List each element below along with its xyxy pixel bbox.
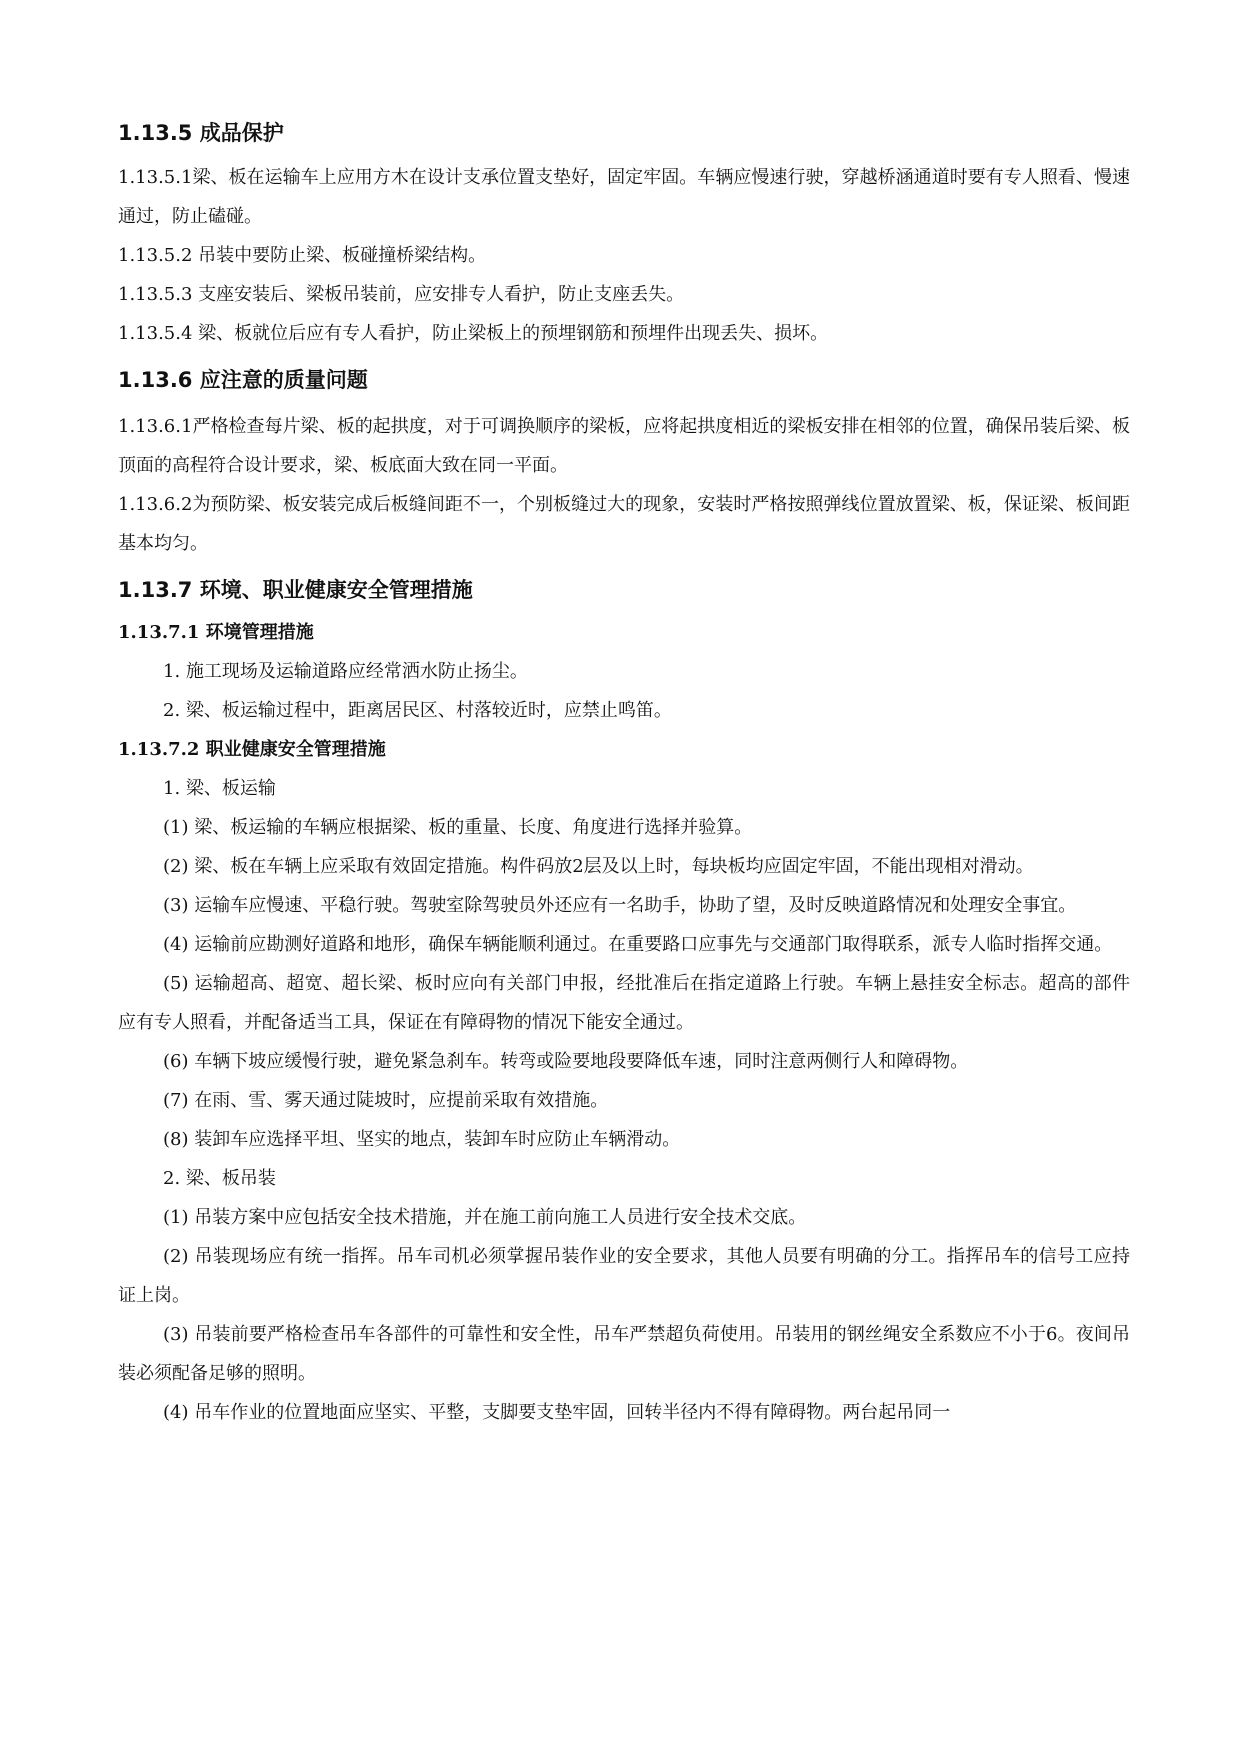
transport-item-5: (5) 运输超高、超宽、超长梁、板时应向有关部门申报，经批准后在指定道路上行驶。车辆上悬挂安全标志。超高的部件应有专人照看，并配备适当工具，保证在有障碍物的情况下能安全通过。 (118, 973, 1130, 1033)
transport-item-3: (3) 运输车应慢速、平稳行驶。驾驶室除驾驶员外还应有一名助手，协助了望，及时反映道路情况和处理安全事宜。 (163, 895, 1077, 916)
section-heading-1-13-5: 1.13.5 成品保护 (118, 121, 284, 145)
transport-item-7: (7) 在雨、雪、雾天通过陡坡时，应提前采取有效措施。 (163, 1090, 609, 1111)
paragraph-1-13-6-1: 1.13.6.1严格检查每片梁、板的起拱度，对于可调换顺序的梁板，应将起拱度相近的梁板安排在相邻的位置，确保吊装后梁、板顶面的高程符合设计要求，梁、板底面大致在同一平面。 (118, 416, 1130, 476)
document-page (118, 118, 1130, 1432)
paragraph-1-13-5-2: 1.13.5.2 吊装中要防止梁、板碰撞桥梁结构。 (118, 245, 487, 266)
section-heading-1-13-7: 1.13.7 环境、职业健康安全管理措施 (118, 578, 473, 602)
transport-item-2: (2) 梁、板在车辆上应采取有效固定措施。构件码放2层及以上时，每块板均应固定牢固，不能出现相对滑动。 (163, 856, 1034, 877)
transport-item-6: (6) 车辆下坡应缓慢行驶，避免紧急刹车。转弯或险要地段要降低车速，同时注意两侧行人和障碍物。 (163, 1051, 969, 1072)
paragraph-1-13-5-3: 1.13.5.3 支座安装后、梁板吊装前，应安排专人看护，防止支座丢失。 (118, 284, 685, 305)
paragraph-1-13-5-4: 1.13.5.4 梁、板就位后应有专人看护，防止梁板上的预埋钢筋和预埋件出现丢失、损坏。 (118, 323, 829, 344)
paragraph-1-13-6-2: 1.13.6.2为预防梁、板安装完成后板缝间距不一，个别板缝过大的现象，安装时严格按照弹线位置放置梁、板，保证梁、板间距基本均匀。 (118, 494, 1130, 554)
transport-item-4: (4) 运输前应勘测好道路和地形，确保车辆能顺利通过。在重要路口应事先与交通部门取得联系，派专人临时指挥交通。 (163, 934, 1113, 955)
env-item-2: 2. 梁、板运输过程中，距离居民区、村落较近时，应禁止鸣笛。 (163, 700, 672, 721)
lifting-item-3: (3) 吊装前要严格检查吊车各部件的可靠性和安全性，吊车严禁超负荷使用。吊装用的钢丝绳安全系数应不小于6。夜间吊装必须配备足够的照明。 (118, 1324, 1130, 1384)
transport-item-8: (8) 装卸车应选择平坦、坚实的地点，装卸车时应防止车辆滑动。 (163, 1129, 681, 1150)
subheading-1-13-7-1: 1.13.7.1 环境管理措施 (118, 622, 314, 643)
env-item-1: 1. 施工现场及运输道路应经常洒水防止扬尘。 (163, 661, 528, 682)
lifting-item-2: (2) 吊装现场应有统一指挥。吊车司机必须掌握吊装作业的安全要求，其他人员要有明确的分工。指挥吊车的信号工应持证上岗。 (118, 1246, 1130, 1306)
section-heading-1-13-6: 1.13.6 应注意的质量问题 (118, 368, 368, 392)
transport-heading: 1. 梁、板运输 (163, 778, 276, 799)
lifting-item-4: (4) 吊车作业的位置地面应坚实、平整，支脚要支垫牢固，回转半径内不得有障碍物。两台起吊同一 (163, 1402, 951, 1423)
lifting-heading: 2. 梁、板吊装 (163, 1168, 276, 1189)
paragraph-1-13-5-1: 1.13.5.1梁、板在运输车上应用方木在设计支承位置支垫好，固定牢固。车辆应慢速行驶，穿越桥涵通道时要有专人照看、慢速通过，防止磕碰。 (118, 167, 1130, 227)
transport-item-1: (1) 梁、板运输的车辆应根据梁、板的重量、长度、角度进行选择并验算。 (163, 817, 753, 838)
lifting-item-1: (1) 吊装方案中应包括安全技术措施，并在施工前向施工人员进行安全技术交底。 (163, 1207, 807, 1228)
subheading-1-13-7-2: 1.13.7.2 职业健康安全管理措施 (118, 739, 386, 760)
